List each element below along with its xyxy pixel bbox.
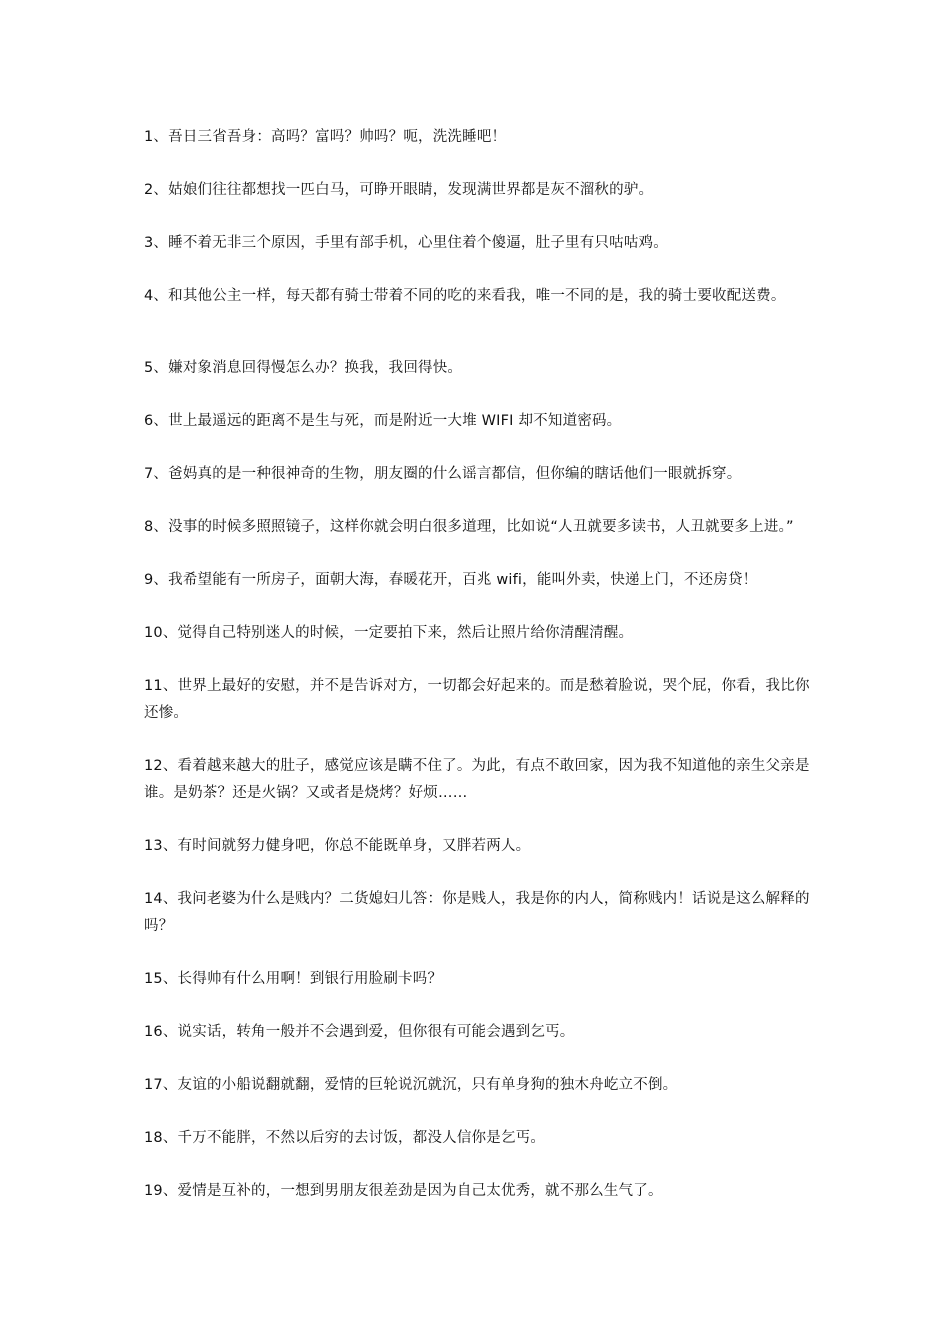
paragraph-15: 15、长得帅有什么用啊！到银行用脸刷卡吗？ xyxy=(144,971,443,987)
paragraph-8: 8、没事的时候多照照镜子，这样你就会明白很多道理，比如说“人丑就要多读书，人丑就要多上进。” xyxy=(144,519,794,535)
paragraph-6: 6、世上最遥远的距离不是生与死，而是附近一大堆 WIFI 却不知道密码。 xyxy=(144,413,622,429)
paragraph-17: 17、友谊的小船说翻就翻，爱情的巨轮说沉就沉，只有单身狗的独木舟屹立不倒。 xyxy=(144,1077,678,1093)
paragraph-19: 19、爱情是互补的，一想到男朋友很差劲是因为自己太优秀，就不那么生气了。 xyxy=(144,1183,663,1199)
paragraph-4: 4、和其他公主一样，每天都有骑士带着不同的吃的来看我，唯一不同的是，我的骑士要收配送费。 xyxy=(144,288,786,304)
paragraph-7: 7、爸妈真的是一种很神奇的生物，朋友圈的什么谣言都信，但你编的瞎话他们一眼就拆穿。 xyxy=(144,466,742,482)
paragraph-10: 10、觉得自己特别迷人的时候，一定要拍下来，然后让照片给你清醒清醒。 xyxy=(144,625,634,641)
paragraph-12: 12、看着越来越大的肚子，感觉应该是瞒不住了。为此，有点不敢回家，因为我不知道他的亲生父亲是谁。是奶茶？还是火锅？又或者是烧烤？好烦…… xyxy=(144,758,810,801)
paragraph-5: 5、嫌对象消息回得慢怎么办？换我，我回得快。 xyxy=(144,360,463,376)
paragraph-13: 13、有时间就努力健身吧，你总不能既单身，又胖若两人。 xyxy=(144,838,531,854)
paragraph-14: 14、我问老婆为什么是贱内？二货媳妇儿答：你是贱人，我是你的内人，简称贱内！话说是这么解释的吗？ xyxy=(144,891,810,934)
paragraph-2: 2、姑娘们往往都想找一匹白马，可睁开眼睛，发现满世界都是灰不溜秋的驴。 xyxy=(144,182,654,198)
paragraph-16: 16、说实话，转角一般并不会遇到爱，但你很有可能会遇到乞丐。 xyxy=(144,1024,575,1040)
document-body xyxy=(144,124,812,1205)
paragraph-1: 1、吾日三省吾身：高吗？富吗？帅吗？呃，洗洗睡吧！ xyxy=(144,129,507,145)
paragraph-18: 18、千万不能胖，不然以后穷的去讨饭，都没人信你是乞丐。 xyxy=(144,1130,546,1146)
paragraph-9: 9、我希望能有一所房子，面朝大海，春暖花开，百兆 wifi，能叫外卖，快递上门，不还房贷！ xyxy=(144,572,758,588)
paragraph-11: 11、世界上最好的安慰，并不是告诉对方，一切都会好起来的。而是愁着脸说，哭个屁，你看，我比你还惨。 xyxy=(144,678,810,721)
paragraph-3: 3、睡不着无非三个原因，手里有部手机，心里住着个傻逼，肚子里有只咕咕鸡。 xyxy=(144,235,668,251)
